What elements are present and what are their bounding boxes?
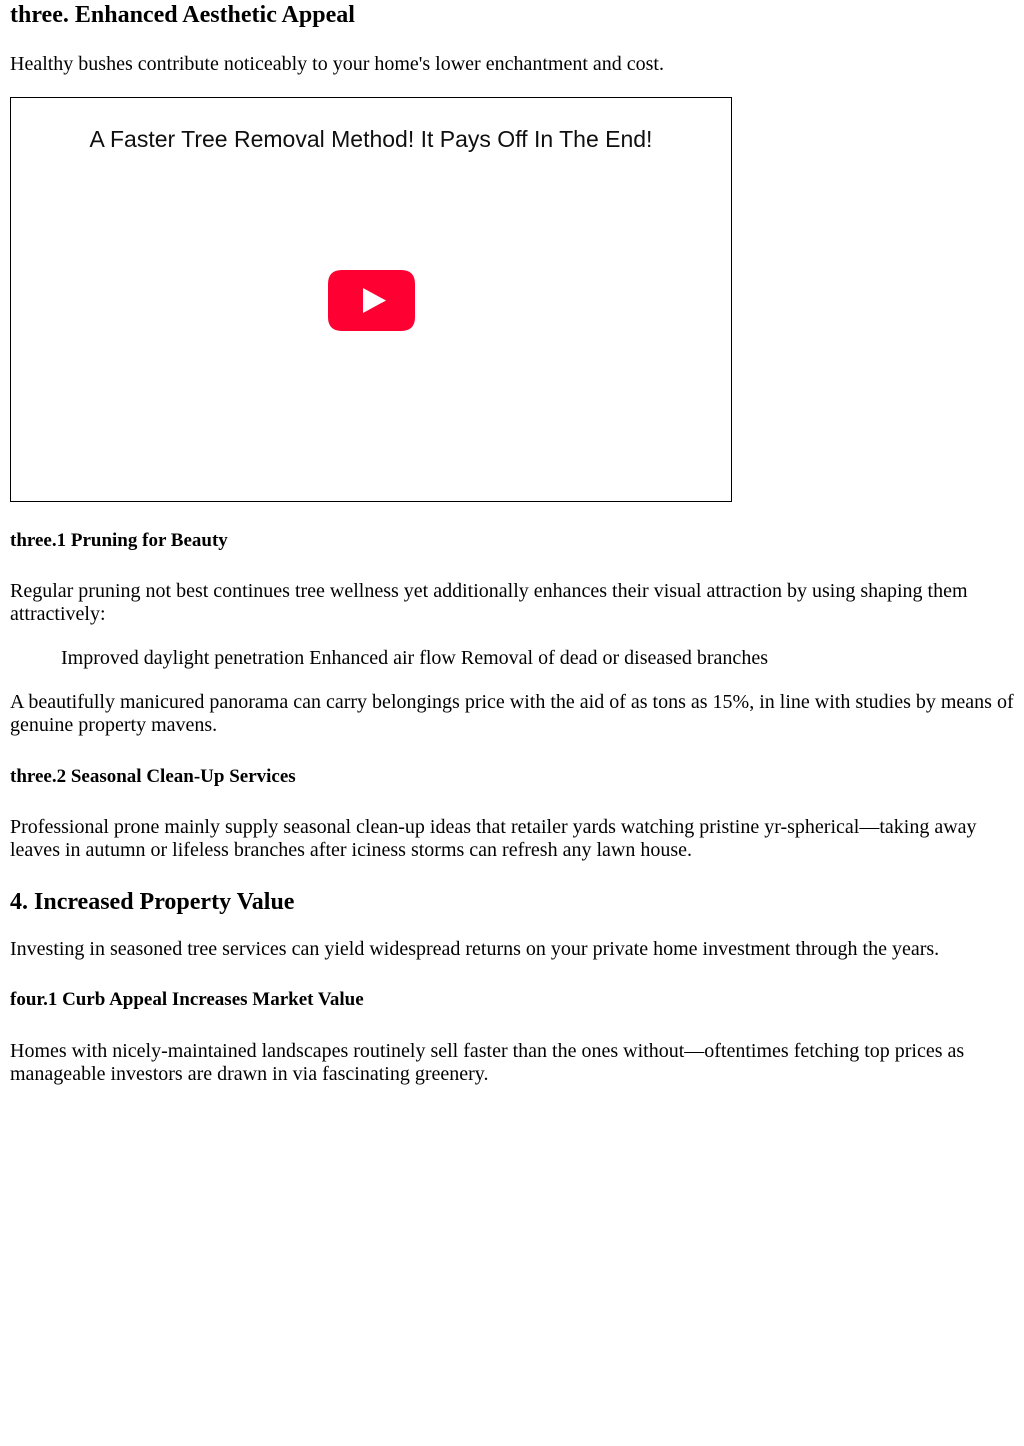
section-4-1-heading: four.1 Curb Appeal Increases Market Value <box>10 989 364 1010</box>
video-embed[interactable] <box>10 97 732 502</box>
video-title[interactable]: A Faster Tree Removal Method! It Pays Off In The End! <box>89 126 653 152</box>
section-4-intro: Investing in seasoned tree services can yield widespread returns on your private home investment through the years. <box>10 938 940 960</box>
section-3-intro: Healthy bushes contribute noticeably to your home's lower enchantment and cost. <box>10 53 664 75</box>
section-3-1-after-paragraph: A beautifully manicured panorama can carry belongings price with the aid of as tons as 15%, in line with studies by means of genuine property mavens. <box>10 691 1014 736</box>
section-4-1-paragraph: Homes with nicely-maintained landscapes routinely sell faster than the ones without—oftentimes fetching top prices as manageable investors are drawn in via fascinating greenery. <box>10 1040 965 1085</box>
youtube-play-icon[interactable] <box>328 270 415 331</box>
section-4-heading: 4. Increased Property Value <box>10 889 295 915</box>
section-3-1-paragraph: Regular pruning not best continues tree wellness yet additionally enhances their visual attraction by using shaping them attractively: <box>10 580 968 625</box>
section-3-2-heading: three.2 Seasonal Clean-Up Services <box>10 766 296 787</box>
section-3-2-paragraph: Professional prone mainly supply seasonal clean-up ideas that retailer yards watching pristine yr-spherical—taking away leaves in autumn or lifeless branches after iciness storms can refresh any lawn house. <box>10 816 977 861</box>
play-button[interactable] <box>328 270 415 331</box>
pruning-benefits-list: Improved daylight penetration Enhanced air flow Removal of dead or diseased branches <box>61 647 768 669</box>
section-3-1-heading: three.1 Pruning for Beauty <box>10 530 228 551</box>
section-3-heading: three. Enhanced Aesthetic Appeal <box>10 2 355 28</box>
